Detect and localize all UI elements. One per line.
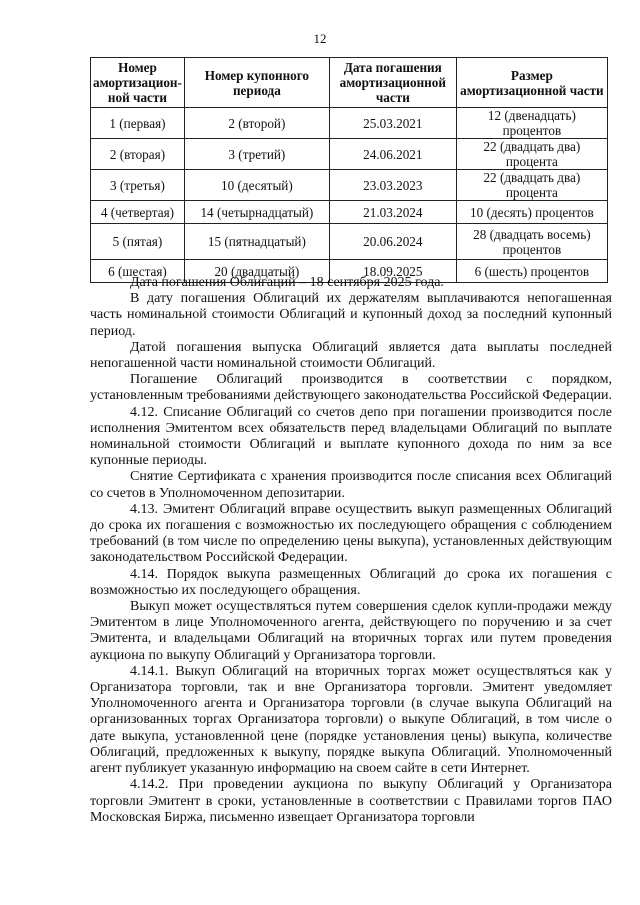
paragraph-4-12: 4.12. Списание Облигаций со счетов депо при погашении производится после исполнения Эмитентом всех обязательств перед владельцами Облигаций по выплате номинальной стоимости Облигаций и выплате купонного дохода по ним за все купонные периоды. [90,404,612,469]
paragraph-maturity-date: Дата погашения Облигаций – 18 сентября 2025 года. [130,275,444,290]
table-cell: 20.06.2024 [329,224,456,260]
paragraph: Датой погашения выпуска Облигаций является дата выплаты последней непогашенной части номинальной стоимости Облигаций. [90,339,612,372]
paragraph: Выкуп может осуществляться путем совершения сделок купли-продажи между Эмитентом в лице Уполномоченного агента, действующего по поручению и за счет Эмитента, и владельцами Облигаций на вторичных торгах или путем проведения аукциона по выкупу Облигаций у Организатора торговли. [90,599,612,663]
table-row [91,108,608,139]
table-cell: 2 (второй) [184,108,329,139]
paragraph-4-13: 4.13. Эмитент Облигаций вправе осуществить выкуп размещенных Облигаций до срока их погашения с возможностью их последующего обращения с соблюдением требований (в том числе по определению цены выкупа), установленных действующим законодательством Российской Федерации. [90,501,612,566]
header-part-number: Номер амортизацион-ной части [91,58,185,108]
paragraph: Погашение Облигаций производится в соответствии с порядком, установленным требованиями действующего законодательства Российской Федерации. [90,372,612,404]
table-cell: 25.03.2021 [329,108,456,139]
header-coupon-period: Номер купонного периода [184,58,329,108]
table-header-row [91,58,608,108]
document-body [90,275,612,826]
paragraph-4-14: 4.14. Порядок выкупа размещенных Облигаций до срока их погашения с возможностью их последующего обращения. [90,566,612,598]
table-cell: 22 (двадцать два) процента [456,139,607,170]
table-cell: 24.06.2021 [329,139,456,170]
page-number: 12 [313,31,327,46]
table-row [91,224,608,260]
table-cell: 3 (третий) [184,139,329,170]
table-cell: 6 (шесть) процентов [456,260,607,283]
table-row [91,139,608,170]
table-cell: 1 (первая) [91,108,185,139]
table-cell: 10 (десятый) [184,170,329,201]
table-cell: 23.03.2023 [329,170,456,201]
table-cell: 21.03.2024 [329,201,456,224]
header-repayment-date: Дата погашения амортизационной части [329,58,456,108]
table-cell: 10 (десять) процентов [456,201,607,224]
table-cell: 28 (двадцать восемь) процентов [456,224,607,260]
paragraph-4-14-2: 4.14.2. При проведении аукциона по выкупу Облигаций у Организатора торговли Эмитент в сроки, установленные в соответствии с Правилами торгов ПАО Московская Биржа, письменно извещает Организатора торговли [90,777,612,825]
table-cell: 15 (пятнадцатый) [184,224,329,260]
paragraph: В дату погашения Облигаций их держателям выплачиваются непогашенная часть номинальной стоимости Облигаций и купонный доход за последний купонный период. [90,291,612,339]
table-cell: 3 (третья) [91,170,185,201]
amortization-table [90,57,608,283]
paragraph-4-14-1: 4.14.1. Выкуп Облигаций на вторичных торгах может осуществляться как у Организатора торговли, так и вне Организатора торговли. Эмитент уведомляет Уполномоченного агента и Организатора торговли (в случае выкупа Облигаций на организованных торгах Организатора торговли) о выкупе Облигаций, в том числе о дате выкупа, установленной цене (порядке установления цены) выкупа, количестве Облигаций, предложенных к выкупу, порядке выкупа Облигаций. Уполномоченный агент публикует указанную информацию на своем сайте в сети Интернет. [90,663,612,777]
header-part-size: Размер амортизационной части [456,58,607,108]
table-row [91,170,608,201]
table-cell: 22 (двадцать два) процента [456,170,607,201]
table-cell: 5 (пятая) [91,224,185,260]
paragraph: Снятие Сертификата с хранения производится после списания всех Облигаций со счетов в Уполномоченном депозитарии. [90,469,612,501]
table-cell: 12 (двенадцать) процентов [456,108,607,139]
table-cell: 2 (вторая) [91,139,185,170]
table-cell: 6 (шестая) [91,260,185,283]
table-cell: 20 (двадцатый) [184,260,329,283]
table-cell: 4 (четвертая) [91,201,185,224]
table-row [91,201,608,224]
table-cell: 18.09.2025 [329,260,456,283]
table-cell: 14 (четырнадцатый) [184,201,329,224]
